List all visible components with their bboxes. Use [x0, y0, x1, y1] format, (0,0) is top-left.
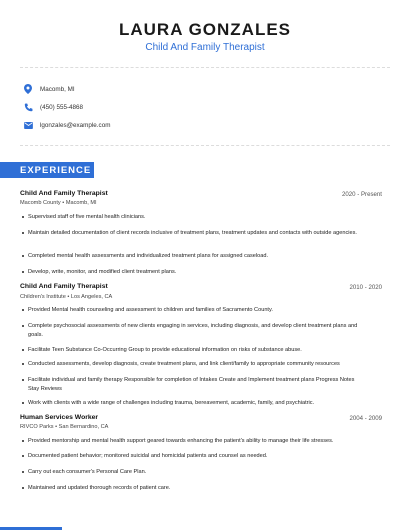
contact-email	[22, 119, 110, 131]
email-text[interactable]: lgonzales@example.com	[40, 121, 111, 129]
job-bullet: Work with clients with a wide range of challenges including trauma, bereavement, academic, family, and psychiatric.	[22, 399, 362, 408]
candidate-name: LAURA GONZALES	[118, 20, 292, 39]
job-bullet: Facilitate Teen Substance Co-Occurring Group to provide educational information on risks of substance abuse.	[22, 346, 362, 355]
contact-location	[22, 83, 75, 95]
job-bullet: Facilitate individual and family therapy Responsible for completion of Intakes Create and Implement treatment plans Progress Notes Stay Reviews	[22, 376, 362, 394]
job-location: Macomb, MI	[65, 200, 97, 206]
job-bullet: Maintain detailed documentation of client records inclusive of treatment plans, treatment updates and contacts with outside agencies.	[22, 229, 362, 238]
phone-icon	[22, 101, 34, 113]
job-company-line: RIVCO Parks • San Bernardino, CA	[20, 424, 109, 430]
map-pin-icon	[22, 83, 34, 95]
location-text: Macomb, MI	[40, 85, 75, 93]
job-company-line: Children's Institute • Los Angeles, CA	[20, 294, 113, 300]
email-icon	[22, 119, 34, 131]
job-bullet: Completed mental health assessments and individualized treatment plans for assigned caseload.	[22, 252, 362, 261]
job-title: Human Services Worker	[20, 414, 99, 421]
job-bullet: Supervised staff of five mental health clinicians.	[22, 213, 362, 222]
job-bullet: Develop, write, monitor, and modified client treatment plans.	[22, 268, 362, 277]
job-bullet: Provided mentorship and mental health support geared towards enhancing the patient's ability to manage their life stresses.	[22, 437, 362, 446]
job-bullet: Carry out each consumer's Personal Care Plan.	[22, 468, 362, 477]
phone-text[interactable]: (450) 555-4868	[40, 103, 84, 111]
job-bullet: Provided Mental health counseling and assessment to children and families of Sacramento County.	[22, 306, 362, 315]
divider	[20, 67, 390, 68]
job-title: Child And Family Therapist	[20, 283, 108, 290]
job-company-line: Macomb County • Macomb, MI	[20, 200, 97, 206]
job-dates: 2004 - 2009	[349, 415, 382, 422]
job-bullet: Complete psychosocial assessments of new clients engaging in services, including diagnosis, and develop client treatment plans and goals.	[22, 322, 362, 340]
section-header-experience: EXPERIENCE	[0, 162, 94, 178]
job-location: Los Angeles, CA	[70, 294, 113, 300]
contact-phone	[22, 101, 83, 113]
job-location: San Bernardino, CA	[58, 424, 109, 430]
job-dates: 2020 - Present	[342, 191, 382, 198]
job-company: Children's Institute	[20, 294, 66, 300]
job-company: RIVCO Parks	[20, 424, 54, 430]
job-bullet: Conducted assessments, develop diagnosis, create treatment plans, and link client/family to appropriate community resources	[22, 360, 362, 369]
job-bullet: Maintained and updated thorough records of patient care.	[22, 484, 362, 493]
job-company: Macomb County	[20, 200, 61, 206]
job-bullet: Documented patient behavior; monitored suicidal and homicidal patients and counsel as needed.	[22, 452, 362, 461]
job-title: Child And Family Therapist	[20, 190, 108, 197]
divider	[20, 145, 390, 146]
candidate-title: Child And Family Therapist	[145, 42, 265, 53]
job-dates: 2010 - 2020	[349, 284, 382, 291]
